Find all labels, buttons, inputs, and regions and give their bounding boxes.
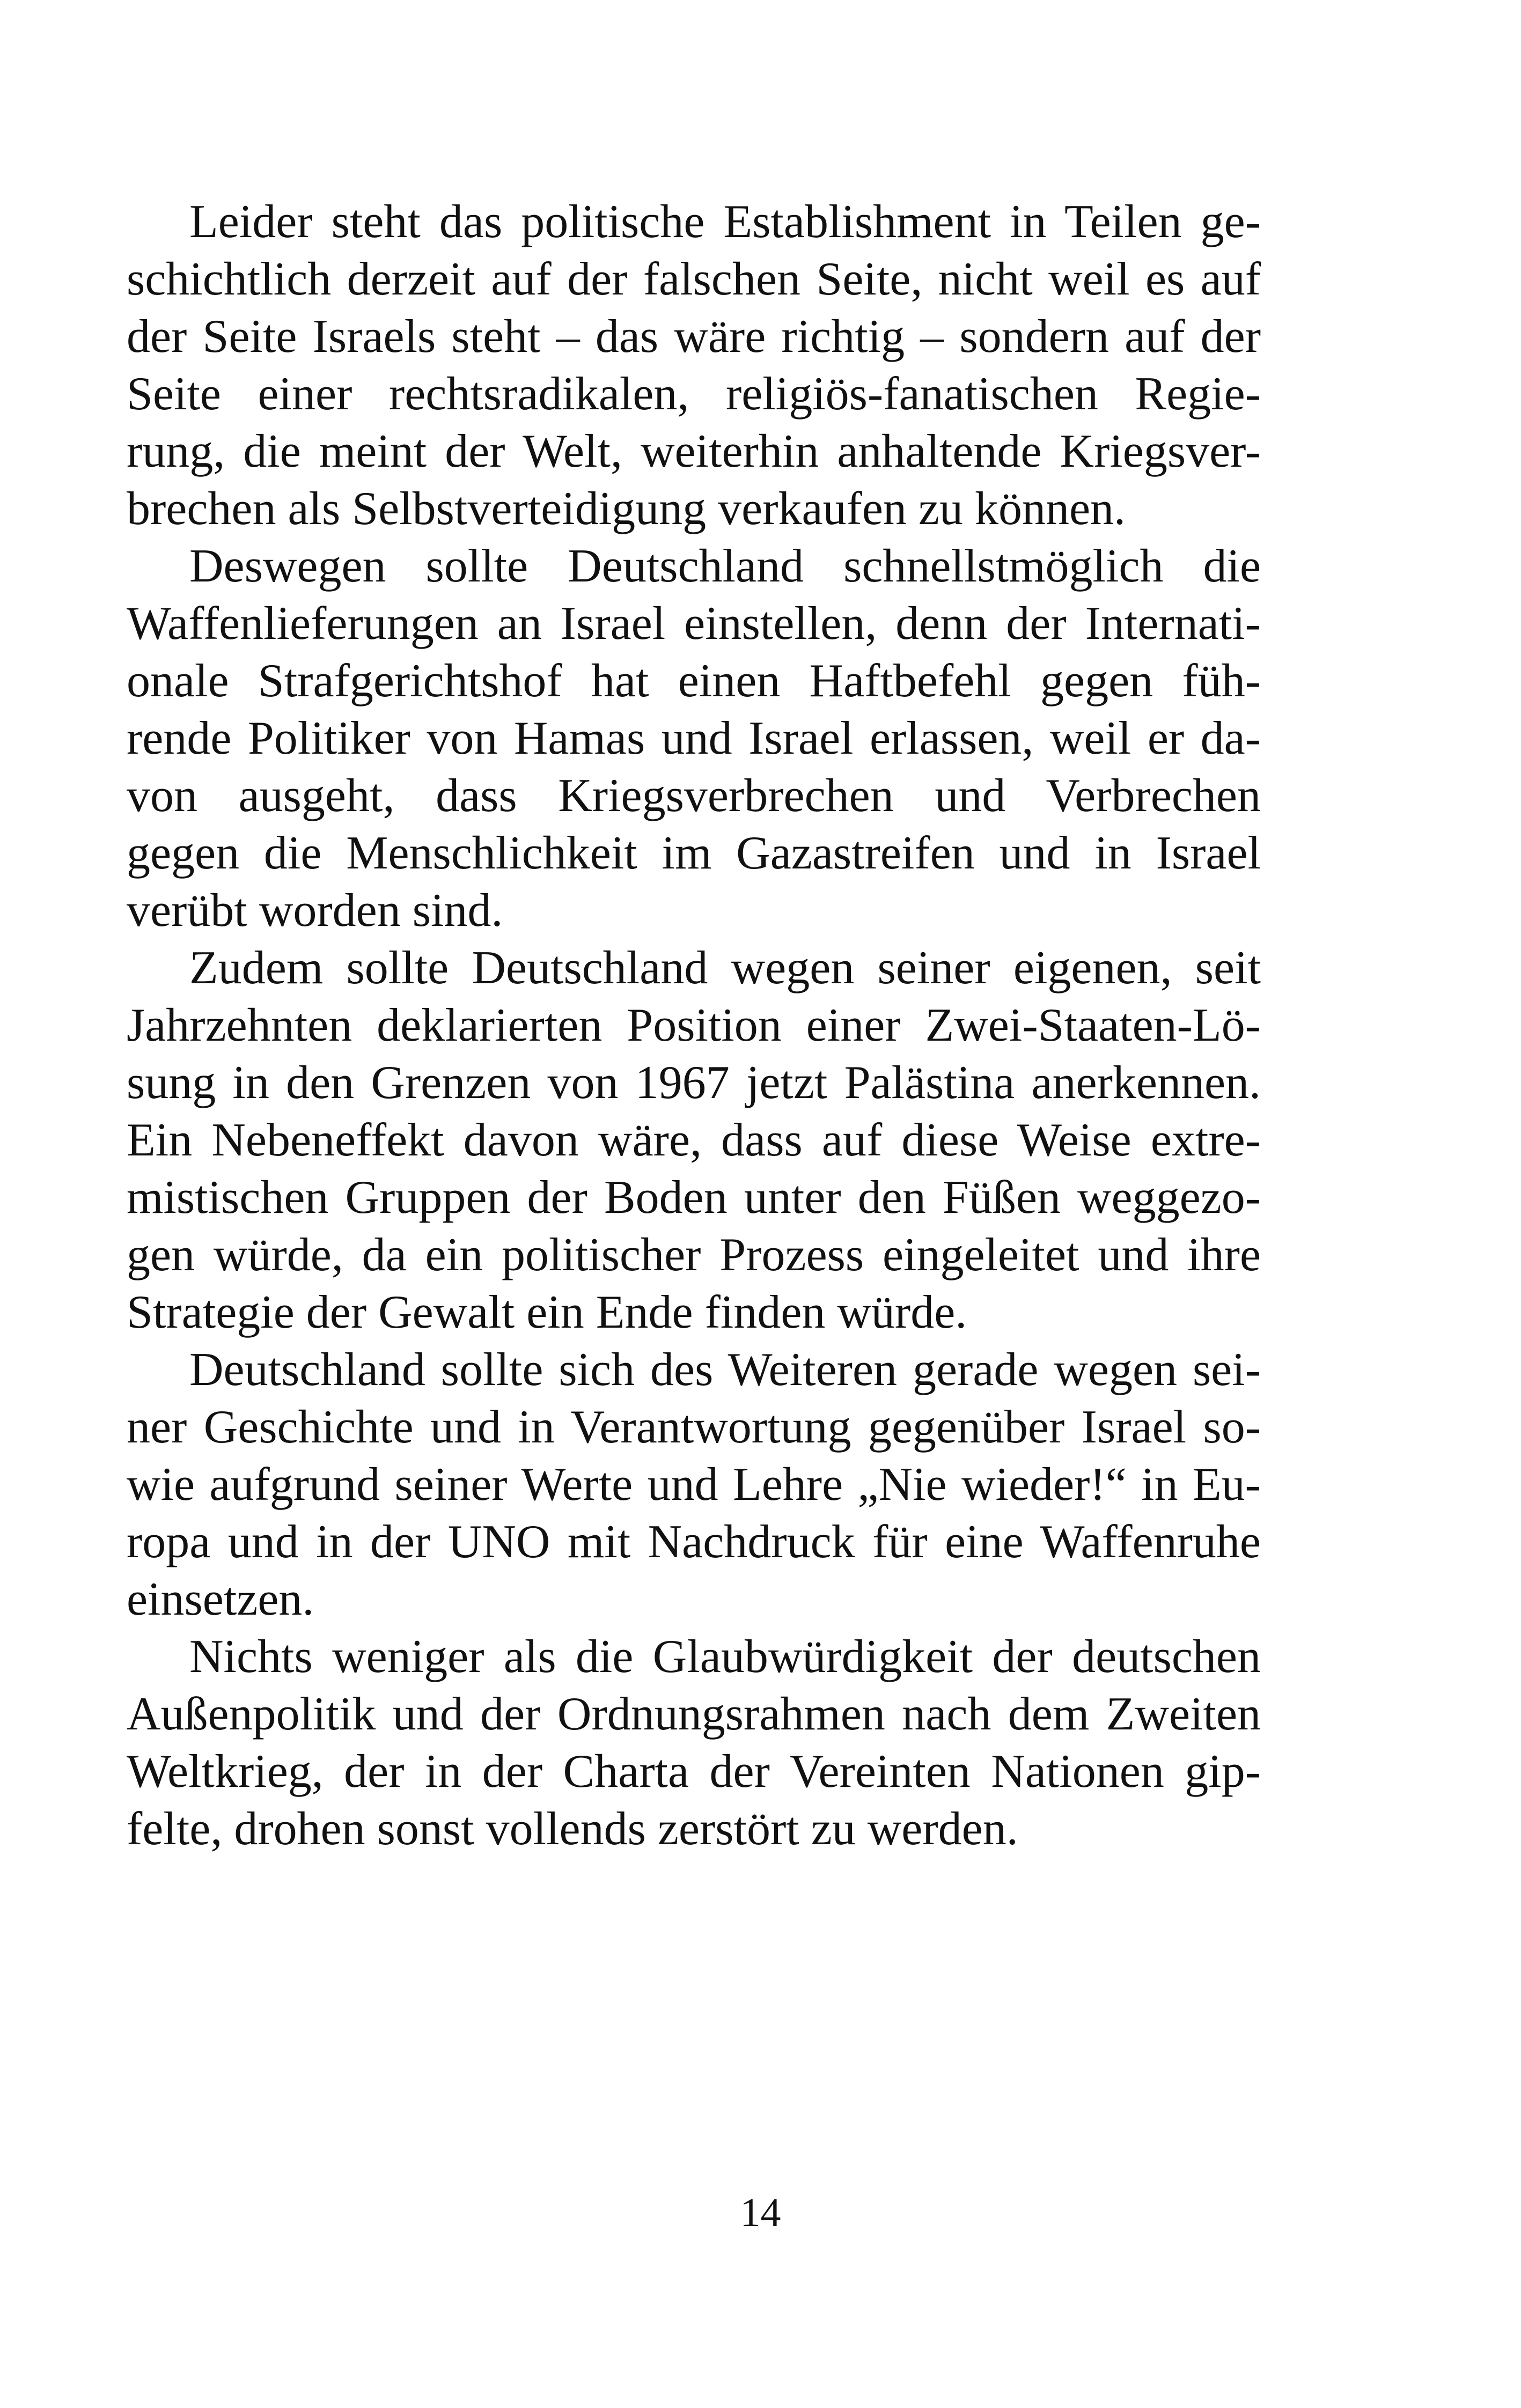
text-line: einsetzen. xyxy=(127,1573,314,1625)
text-line: sung in den Grenzen von 1967 jetzt Palästina anerkennen. xyxy=(127,1057,1261,1109)
text-line: gen würde, da ein politischer Prozess eingeleitet und ihre xyxy=(127,1229,1261,1281)
text-line: Außenpolitik und der Ordnungsrahmen nach dem Zweiten xyxy=(127,1688,1261,1740)
paragraph-5 xyxy=(127,1628,1261,1858)
text-line: der Seite Israels steht – das wäre richtig – sondern auf der xyxy=(127,311,1261,363)
text-line: Waffenlieferungen an Israel einstellen, denn der Internati- xyxy=(127,598,1261,650)
text-line: ropa und in der UNO mit Nachdruck für eine Waffenruhe xyxy=(127,1516,1261,1568)
paragraph-4 xyxy=(127,1341,1261,1628)
text-line: Ein Nebeneffekt davon wäre, dass auf diese Weise extre- xyxy=(127,1114,1261,1166)
text-line: Strategie der Gewalt ein Ende finden würde. xyxy=(127,1286,967,1338)
text-line: Weltkrieg, der in der Charta der Vereinten Nationen gip- xyxy=(127,1746,1261,1798)
text-line: ner Geschichte und in Verantwortung gegenüber Israel so- xyxy=(127,1401,1261,1453)
text-line: verübt worden sind. xyxy=(127,885,503,937)
paragraph-3 xyxy=(127,939,1261,1341)
text-line: rung, die meint der Welt, weiterhin anhaltende Kriegsver- xyxy=(127,425,1261,477)
text-line: brechen als Selbstverteidigung verkaufen zu können. xyxy=(127,483,1126,535)
text-line: Deutschland sollte sich des Weiteren gerade wegen sei- xyxy=(189,1344,1261,1396)
text-line: felte, drohen sonst vollends zerstört zu werden. xyxy=(127,1803,1018,1855)
text-line: schichtlich derzeit auf der falschen Seite, nicht weil es auf xyxy=(127,253,1261,305)
text-line: wie aufgrund seiner Werte und Lehre „Nie wieder!“ in Eu- xyxy=(127,1459,1261,1511)
text-line: Zudem sollte Deutschland wegen seiner eigenen, seit xyxy=(189,942,1261,994)
text-line: gegen die Menschlichkeit im Gazastreifen und in Israel xyxy=(127,827,1261,879)
paragraph-2 xyxy=(127,537,1261,939)
paragraph-1 xyxy=(127,193,1261,537)
text-line: Nichts weniger als die Glaubwürdigkeit der deutschen xyxy=(189,1631,1261,1683)
text-line: onale Strafgerichtshof hat einen Haftbefehl gegen füh- xyxy=(127,655,1261,707)
text-line: mistischen Gruppen der Boden unter den Füßen weggezo- xyxy=(127,1172,1261,1224)
body-text xyxy=(127,193,1261,1858)
text-line: rende Politiker von Hamas und Israel erlassen, weil er da- xyxy=(127,712,1261,764)
text-line: Seite einer rechtsradikalen, religiös-fanatischen Regie- xyxy=(127,368,1261,420)
text-line: Jahrzehnten deklarierten Position einer Zwei-Staaten-Lö- xyxy=(127,999,1261,1051)
page-number: 14 xyxy=(740,2190,781,2235)
text-line: von ausgeht, dass Kriegsverbrechen und Verbrechen xyxy=(127,770,1261,822)
text-line: Leider steht das politische Establishment in Teilen ge- xyxy=(189,196,1261,248)
text-line: Deswegen sollte Deutschland schnellstmöglich die xyxy=(189,540,1261,592)
